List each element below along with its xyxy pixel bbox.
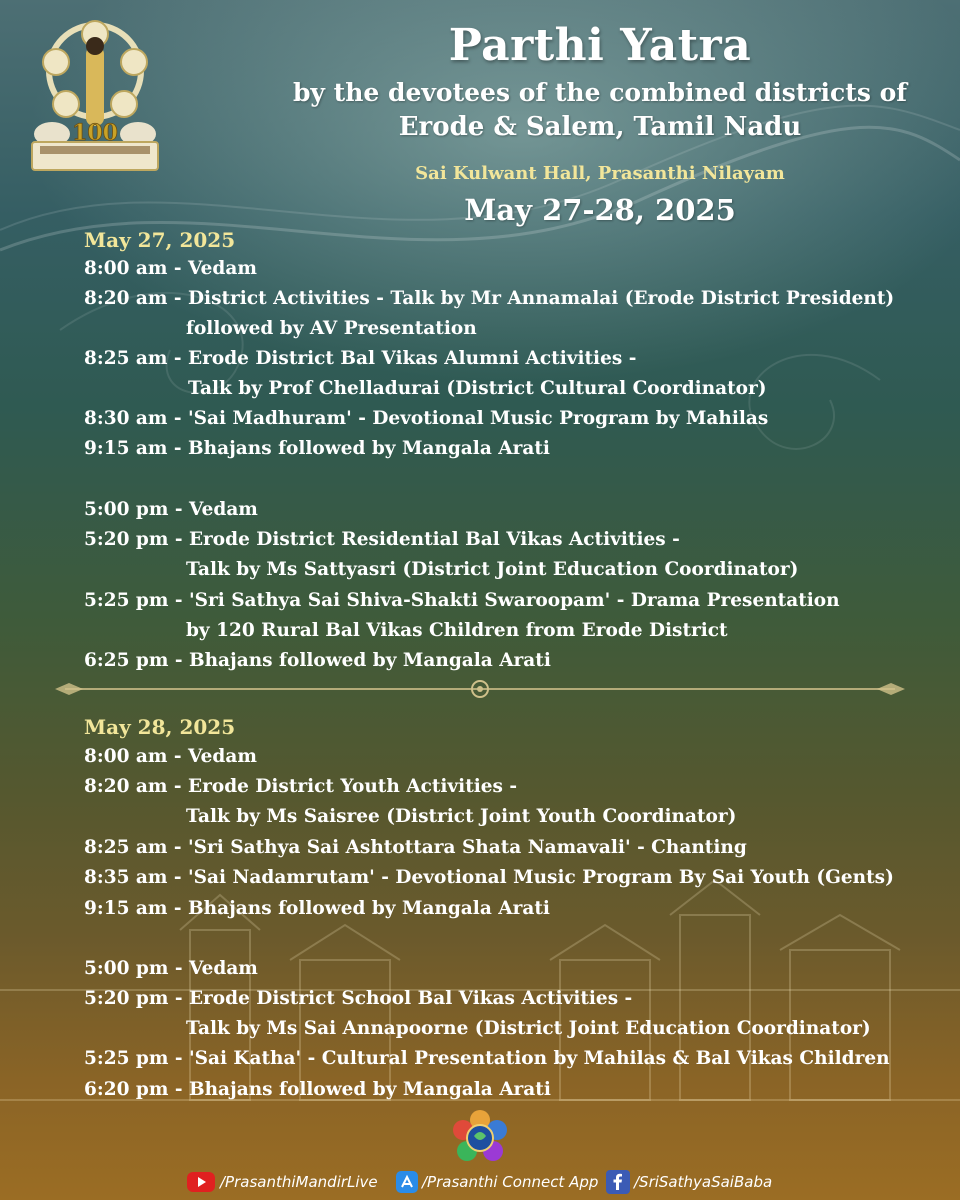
schedule-line: 8:25 am - Erode District Bal Vikas Alumni Activities - bbox=[84, 348, 637, 369]
facebook-link[interactable] bbox=[606, 1170, 772, 1194]
subtitle-line2: Erode & Salem, Tamil Nadu bbox=[398, 112, 802, 142]
schedule-line: 9:15 am - Bhajans followed by Mangala Arati bbox=[84, 438, 550, 459]
centenary-emblem bbox=[32, 21, 158, 170]
schedule-line-continuation: by 120 Rural Bal Vikas Children from Erode District bbox=[186, 620, 728, 641]
facebook-icon bbox=[606, 1170, 630, 1194]
app-store-icon bbox=[396, 1171, 418, 1193]
day2-date: May 28, 2025 bbox=[84, 715, 236, 739]
subtitle-line1: by the devotees of the combined districts of bbox=[292, 78, 908, 107]
schedule-line-continuation: Talk by Ms Sai Annapoorne (District Joint Education Coordinator) bbox=[186, 1018, 871, 1039]
schedule-line: 8:35 am - 'Sai Nadamrutam' - Devotional Music Program By Sai Youth (Gents) bbox=[84, 867, 894, 888]
page-title: Parthi Yatra bbox=[448, 20, 752, 71]
schedule-line-continuation: followed by AV Presentation bbox=[186, 318, 477, 339]
emblem-number: 100 bbox=[72, 120, 118, 146]
schedule-line: 8:00 am - Vedam bbox=[84, 258, 257, 279]
schedule-line: 8:20 am - Erode District Youth Activities - bbox=[84, 776, 518, 797]
centenary-logo bbox=[22, 16, 168, 176]
schedule-line: 5:00 pm - Vedam bbox=[84, 958, 258, 979]
schedule-line-continuation: Talk by Ms Saisree (District Joint Youth Coordinator) bbox=[186, 806, 737, 827]
app-name: /Prasanthi Connect App bbox=[422, 1173, 599, 1191]
youtube-handle: /PrasanthiMandirLive bbox=[220, 1173, 378, 1191]
schedule-line: 5:25 pm - 'Sai Katha' - Cultural Presentation by Mahilas & Bal Vikas Children bbox=[84, 1048, 890, 1069]
ornamental-divider bbox=[55, 679, 905, 699]
schedule-line: 8:30 am - 'Sai Madhuram' - Devotional Music Program by Mahilas bbox=[84, 408, 769, 429]
schedule-line: 8:25 am - 'Sri Sathya Sai Ashtottara Shata Namavali' - Chanting bbox=[84, 837, 747, 858]
schedule-line-continuation: Talk by Prof Chelladurai (District Cultural Coordinator) bbox=[188, 378, 767, 399]
schedule-line: 8:20 am - District Activities - Talk by Mr Annamalai (Erode District President) bbox=[84, 288, 895, 309]
sss-emblem bbox=[450, 1108, 510, 1168]
day1-date: May 27, 2025 bbox=[84, 228, 236, 252]
schedule-line: 8:00 am - Vedam bbox=[84, 746, 257, 767]
schedule-line: 9:15 am - Bhajans followed by Mangala Arati bbox=[84, 898, 550, 919]
youtube-link[interactable] bbox=[186, 1170, 378, 1194]
schedule-line: 6:20 pm - Bhajans followed by Mangala Arati bbox=[84, 1079, 551, 1100]
event-dates: May 27-28, 2025 bbox=[464, 193, 736, 227]
venue: Sai Kulwant Hall, Prasanthi Nilayam bbox=[415, 163, 785, 184]
schedule-line: 5:20 pm - Erode District School Bal Vikas Activities - bbox=[84, 988, 633, 1009]
youtube-icon bbox=[186, 1171, 216, 1193]
schedule-line: 5:20 pm - Erode District Residential Bal Vikas Activities - bbox=[84, 529, 680, 550]
schedule-line: 5:00 pm - Vedam bbox=[84, 499, 258, 520]
facebook-handle: /SriSathyaSaiBaba bbox=[634, 1173, 773, 1191]
schedule-line: 5:25 pm - 'Sri Sathya Sai Shiva-Shakti Swaroopam' - Drama Presentation bbox=[84, 590, 840, 611]
app-link[interactable] bbox=[396, 1170, 598, 1194]
schedule-line-continuation: Talk by Ms Sattyasri (District Joint Education Coordinator) bbox=[186, 559, 799, 580]
schedule-line: 6:25 pm - Bhajans followed by Mangala Arati bbox=[84, 650, 551, 671]
